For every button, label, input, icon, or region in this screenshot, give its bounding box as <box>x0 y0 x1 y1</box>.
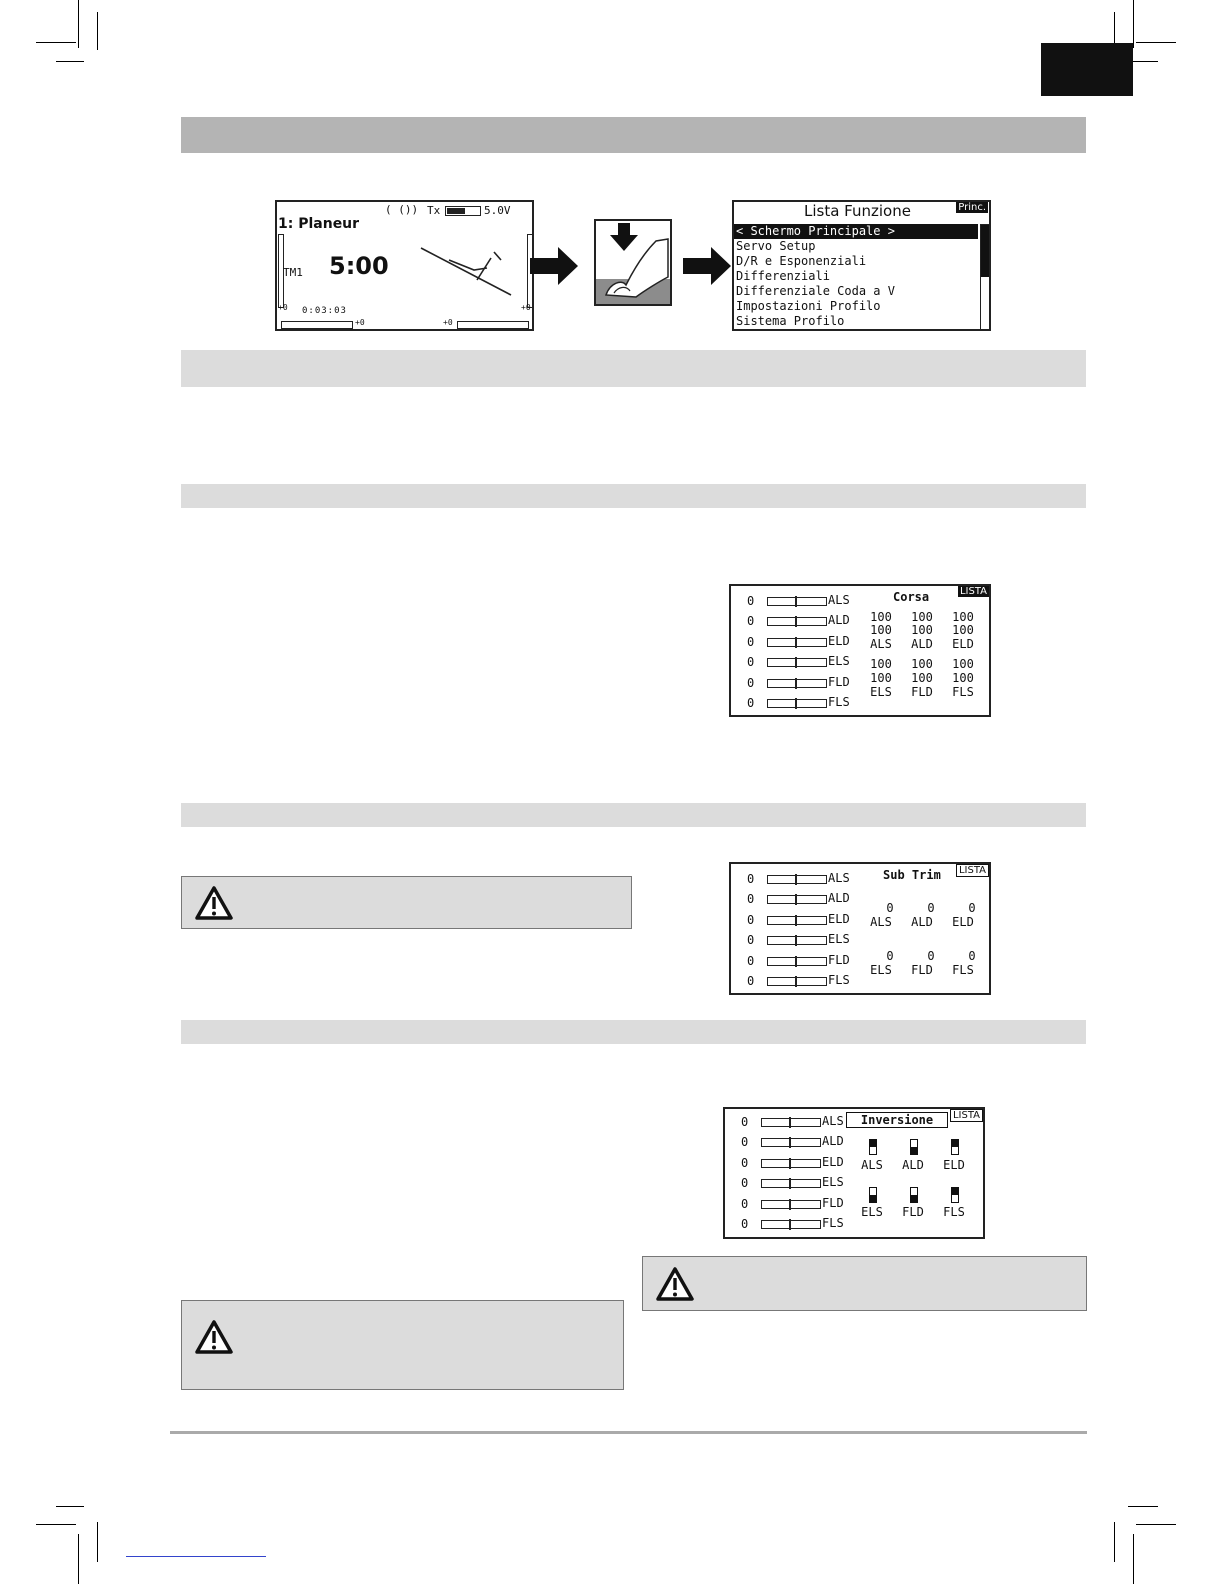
model-name: 1: Planeur <box>278 216 360 232</box>
channel-row: 0 ALD <box>747 613 850 628</box>
channel-label: ELS <box>861 1205 883 1219</box>
status-glyphs: ( ()) <box>385 203 419 216</box>
reverse-switch[interactable] <box>910 1139 918 1155</box>
warning-icon <box>194 885 234 921</box>
travel-value[interactable]: 100 <box>952 610 974 624</box>
reverse-switch[interactable] <box>951 1139 959 1155</box>
channel-label: ELD <box>952 637 974 651</box>
menu-item-main-screen[interactable]: < Schermo Principale > <box>734 224 978 239</box>
channel-row: 0 FLD <box>741 1196 844 1211</box>
channel-label: FLD <box>911 963 933 977</box>
reverse-switch[interactable] <box>869 1187 877 1203</box>
subtrim-value[interactable]: 0 <box>927 949 935 963</box>
travel-value[interactable]: 100 <box>870 671 892 685</box>
section-header-bar <box>181 117 1086 153</box>
function-list <box>734 224 978 329</box>
subsection-bar-corsa <box>181 484 1086 508</box>
channel-row: 0 ELS <box>747 932 850 947</box>
trim-readout-mid1: +0 <box>355 318 365 327</box>
corsa-title: Corsa <box>893 590 930 604</box>
crop-mark <box>1136 1524 1176 1525</box>
channel-label: FLS <box>952 963 974 977</box>
channel-row: 0 ALS <box>741 1114 844 1129</box>
menu-item-vtail-differential[interactable]: Differenziale Coda a V <box>736 284 895 298</box>
lista-badge[interactable]: LISTA <box>959 586 987 597</box>
travel-value[interactable]: 100 <box>911 623 933 637</box>
scrollbar-thumb[interactable] <box>981 225 989 277</box>
language-tab <box>1041 43 1133 96</box>
warning-box <box>181 1300 624 1390</box>
channel-row: 0 ALD <box>747 891 850 906</box>
tx-label: Tx <box>427 204 441 217</box>
channel-row: 0 FLD <box>747 675 850 690</box>
crop-mark <box>1114 1522 1115 1562</box>
channel-label: ALD <box>902 1158 924 1172</box>
corsa-lcd <box>729 584 991 717</box>
travel-value[interactable]: 100 <box>952 671 974 685</box>
channel-row: 0 ELS <box>747 654 850 669</box>
glider-icon <box>419 240 514 298</box>
crop-mark <box>97 12 98 50</box>
menu-item-differential[interactable]: Differenziali <box>736 269 830 283</box>
channel-label: ALS <box>861 1158 883 1172</box>
scrollbar[interactable] <box>980 224 990 330</box>
travel-value[interactable]: 100 <box>870 623 892 637</box>
warning-icon <box>655 1266 695 1302</box>
crop-mark <box>56 1506 84 1507</box>
elapsed-timer: 0:03:03 <box>302 306 347 316</box>
lista-badge[interactable]: LISTA <box>950 1109 983 1122</box>
menu-item-profile-system[interactable]: Sistema Profilo <box>736 314 845 328</box>
reverse-switch[interactable] <box>869 1139 877 1155</box>
arrow-right-icon <box>683 247 733 285</box>
subtrim-value[interactable]: 0 <box>968 901 976 915</box>
channel-label: ELD <box>943 1158 965 1172</box>
channel-label: ELS <box>870 685 892 699</box>
subtrim-title: Sub Trim <box>883 868 941 882</box>
trim-readout-mid2: +0 <box>443 318 453 327</box>
trim-bar-bottom-right <box>457 321 529 329</box>
crop-mark <box>78 0 79 48</box>
crop-mark <box>78 1534 79 1584</box>
channel-row: 0 FLS <box>747 973 850 988</box>
channel-label: ELD <box>952 915 974 929</box>
channel-row: 0 ALS <box>747 593 850 608</box>
channel-row: 0 ELD <box>747 634 850 649</box>
crop-mark <box>56 61 84 62</box>
crop-mark <box>36 1524 76 1525</box>
voltage-readout: 5.0V <box>484 204 511 217</box>
princ-badge[interactable]: Princ. <box>958 202 986 213</box>
reverse-switch[interactable] <box>951 1187 959 1203</box>
timer-value: 5:00 <box>329 252 389 280</box>
channel-row: 0 ALS <box>747 871 850 886</box>
channel-label: ALS <box>870 915 892 929</box>
timer-label: TM1 <box>283 266 303 279</box>
reverse-switch[interactable] <box>910 1187 918 1203</box>
channel-label: ALD <box>911 915 933 929</box>
lista-badge[interactable]: LISTA <box>956 864 989 877</box>
channel-label: ELS <box>870 963 892 977</box>
warning-box <box>181 876 632 929</box>
footer-rule <box>170 1431 1087 1434</box>
subtrim-value[interactable]: 0 <box>886 949 894 963</box>
channel-row: 0 FLD <box>747 953 850 968</box>
channel-row: 0 ELD <box>741 1155 844 1170</box>
crop-mark <box>36 42 76 43</box>
subtrim-value[interactable]: 0 <box>927 901 935 915</box>
menu-item-profile-settings[interactable]: Impostazioni Profilo <box>736 299 881 313</box>
channel-row: 0 ELD <box>747 912 850 927</box>
link-underline <box>126 1556 266 1557</box>
warning-box <box>642 1256 1087 1311</box>
travel-value[interactable]: 100 <box>911 657 933 671</box>
crop-mark <box>97 1522 98 1562</box>
travel-value[interactable]: 100 <box>870 610 892 624</box>
main-screen-lcd <box>275 200 534 331</box>
channel-label: FLD <box>902 1205 924 1219</box>
subsection-bar-subtrim <box>181 803 1086 827</box>
warning-icon <box>194 1319 234 1355</box>
subtrim-value[interactable]: 0 <box>886 901 894 915</box>
channel-label: ALS <box>870 637 892 651</box>
travel-value[interactable]: 100 <box>911 610 933 624</box>
inversione-title: Inversione <box>846 1112 948 1128</box>
travel-value[interactable]: 100 <box>952 623 974 637</box>
channel-label: FLS <box>952 685 974 699</box>
channel-label: ALD <box>911 637 933 651</box>
subsection-bar-inversione <box>181 1020 1086 1044</box>
channel-row: 0 FLS <box>741 1216 844 1231</box>
channel-row: 0 ELS <box>741 1175 844 1190</box>
crop-mark <box>1133 0 1134 48</box>
function-list-lcd <box>732 200 991 331</box>
channel-label: FLS <box>943 1205 965 1219</box>
trim-readout-left: +0 <box>278 303 288 312</box>
section-header-bar <box>181 350 1086 387</box>
channel-row: 0 ALD <box>741 1134 844 1149</box>
channel-label: FLD <box>911 685 933 699</box>
battery-icon <box>445 206 481 216</box>
arrow-right-icon <box>530 247 580 285</box>
channel-row: 0 FLS <box>747 695 850 710</box>
travel-value[interactable]: 100 <box>870 657 892 671</box>
crop-mark <box>1128 1506 1158 1507</box>
crop-mark <box>1133 1534 1134 1584</box>
subtrim-lcd <box>729 862 991 995</box>
menu-item-dual-rate[interactable]: D/R e Esponenziali <box>736 254 867 268</box>
subtrim-value[interactable]: 0 <box>968 949 976 963</box>
inversione-lcd <box>723 1107 985 1239</box>
travel-value[interactable]: 100 <box>952 657 974 671</box>
trim-bar-bottom-left <box>281 321 353 329</box>
crop-mark <box>1136 42 1176 43</box>
press-roller-illustration <box>594 219 672 306</box>
travel-value[interactable]: 100 <box>911 671 933 685</box>
function-list-title: Lista Funzione <box>804 202 911 220</box>
menu-item-servo-setup[interactable]: Servo Setup <box>736 239 816 253</box>
trim-readout-right: +0 <box>521 303 531 312</box>
